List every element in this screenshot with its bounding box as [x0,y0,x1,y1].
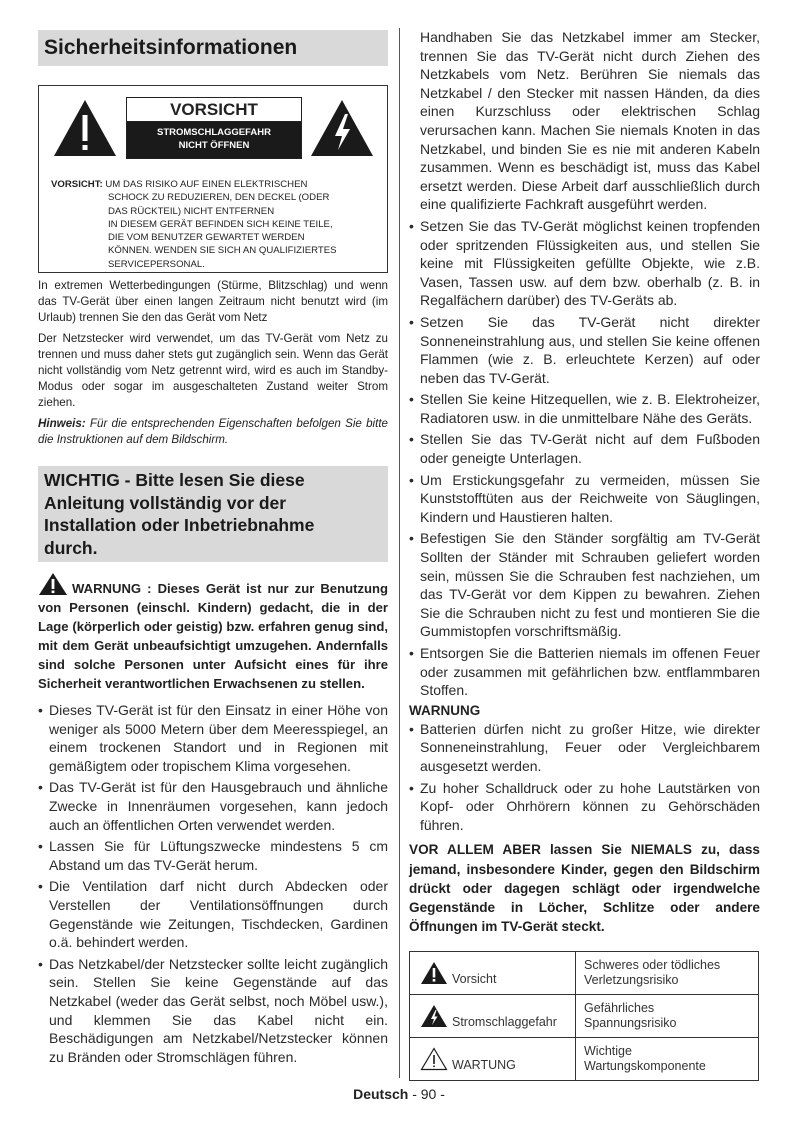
left-column [38,30,388,1069]
list-item: • Setzen Sie das TV-Gerät möglichst keinen tropfenden oder spritzenden Flüssigkeiten aus, und stellen Sie keine mit Flüssigkeiten gefüllte Objekte, wie z.B. Vasen, Tassen usw. auf dem bzw. oberhalb (z. B. in Regalfächern darüber) des TV-Geräts ab. [409,217,760,310]
paragraph-weather: In extremen Wetterbedingungen (Stürme, Blitzschlag) und wenn das TV-Gerät über einen langen Zeitraum nicht benutzt wird (im Urlaub) trennen Sie den das Gerät vom Netz [38,279,388,324]
warning-bullet-list [409,720,760,835]
paragraph-plug: Der Netzstecker wird verwendet, um das TV-Gerät vom Netz zu trennen und muss daher stets gut zugänglich sein. Wenn das Gerät nicht vollständig vom Netz getrennt wird, wird es auch im Standby-Modus oder sogar im ausgeschalteten Zustand weiter Strom ziehen. [38,332,388,409]
right-bullet-list [409,217,760,700]
caution-box [38,85,388,273]
list-item: • Stellen Sie keine Hitzequellen, wie z. B. Elektroheizer, Radiatoren usw. in die unmittelbare Nähe des Geräts. [409,390,760,427]
legend-label: WARTUNG [452,1058,516,1073]
caution-line1: UM DAS RISIKO AUF EINEN ELEKTRISCHEN [105,179,308,190]
legend-symbol-cell [410,995,576,1038]
cable-paragraph: Handhaben Sie das Netzkabel immer am Stecker, trennen Sie das TV-Gerät nicht durch Ziehen des Netzkabels vom Netz. Berühren Sie niemals das Netzkabel / den Stecker mit nassen Händen, da dies einen Kurzschluss oder elektrischen Schlag verursachen kann. Machen Sie niemals Knoten in das Netzkabel, und binden Sie es nie mit anderen Kabeln zusammen. Wenn es beschädigt ist, muss das Kabel ersetzt werden. Diese Arbeit darf ausschließlich durch eine qualifizierte Fachkraft ausgeführt werden. [420,29,760,213]
legend-symbol-cell [410,1038,576,1081]
important-line1: WICHTIG - Bitte lesen Sie diese [44,470,305,490]
legend-label: Vorsicht [452,972,497,987]
page-footer [0,1086,798,1102]
shock-hazard-line2: NICHT ÖFFNEN [178,140,250,151]
legend-description: Schweres oder tödliches Verletzungsrisiko [576,952,759,995]
list-item: • Stellen Sie das TV-Gerät nicht auf dem Fußboden oder geneigte Unterlagen. [409,430,760,467]
page-title: Sicherheitsinformationen [38,30,388,66]
important-line3: Installation oder Inbetriebnahme [44,515,315,535]
list-item: • Das TV-Gerät ist für den Hausgebrauch und ähnliche Zwecke in Innenräumen vorgesehen, kann jedoch auch an öffentlichen Orten verwendet werden. [38,778,388,834]
electric-shock-icon [309,98,375,158]
warning-triangle-icon [38,572,68,596]
warning-subheading: WARNUNG [409,702,481,718]
legend-symbol-cell [410,952,576,995]
important-line2: Anleitung vollständig vor der [44,492,287,513]
shock-hazard-label [127,122,301,158]
maintenance-triangle-icon [420,1047,448,1071]
important-heading [38,466,388,562]
legend-label: Stromschlaggefahr [452,1015,557,1030]
footer-language: Deutsch [353,1086,409,1102]
list-item: • Entsorgen Sie die Batterien niemals im offenen Feuer oder zusammen mit gefährlichen bzw. entflammbaren Stoffen. [409,644,760,700]
list-item: • Befestigen Sie den Ständer sorgfältig am TV-Gerät Sollten der Ständer mit Schrauben geliefert worden sein, müssen Sie die Schrauben fest nachziehen, um das TV-Gerät vor dem Kippen zu bewahren. Ziehen Sie die Schrauben nicht zu fest und montieren Sie die Gummistopfen vorschriftsmäßig. [409,529,760,641]
shock-hazard-line1: STROMSCHLAGGEFAHR [157,127,271,138]
caution-text [51,178,371,271]
hint-text: Für die entsprechenden Eigenschaften befolgen Sie bitte die Instruktionen auf dem Bildschirm. [38,417,388,446]
vorsicht-heading: VORSICHT [127,98,301,122]
hint-label: Hinweis: [38,417,86,430]
important-line4: durch. [44,537,98,558]
legend-description: Gefährliches Spannungsrisiko [576,995,759,1038]
table-row [410,1038,759,1081]
warning-triangle-icon [420,961,448,985]
warning-paragraph-text: WARNUNG : Dieses Gerät ist nur zur Benutzung von Personen (einschl. Kindern) gedacht, die in der Lage (körperlich oder geistig) bzw. erfahren genug sind, mit dem Gerät unbeaufsichtigt umzugehen. Andernfalls sind solche Personen unter Aufsicht eines für ihre Sicherheit verantwortlichen Erwachsenen zu stellen. [38,581,388,691]
legend-description: Wichtige Wartungskomponente [576,1038,759,1081]
list-item: • Batterien dürfen nicht zu großer Hitze, wie direkter Sonneneinstrahlung, Feuer oder Vergleichbarem ausgesetzt werden. [409,720,760,776]
electric-shock-icon [420,1004,448,1028]
list-item: • Die Ventilation darf nicht durch Abdecken oder Verstellen der Ventilationsöffnungen durch Gegenstände wie Zeitungen, Tischdecken, Gardinen o.ä. behindert werden. [38,877,388,951]
caution-rest: SCHOCK ZU REDUZIEREN, DEN DECKEL (ODER DAS RÜCKTEIL) NICHT ENTFERNEN IN DIESEM GERÄT BEFINDEN SICH KEINE TEILE, DIE VOM BENUTZER GEWARTET WERDEN KÖNNEN. WENDEN SIE SICH AN QUALIFIZIERTES SERVICEPERSONAL. [108,192,337,270]
vorsicht-panel [126,97,302,159]
warning-paragraph [38,572,388,693]
final-warning: VOR ALLEM ABER lassen Sie NIEMALS zu, dass jemand, insbesondere Kinder, gegen den Bildschirm drückt oder dagegen schlägt oder irgendwelche Gegenstände in Löcher, Schlitze oder andere Öffnungen im TV-Gerät steckt. [409,842,760,935]
caution-label: VORSICHT: [51,179,103,190]
left-bullet-list [38,701,388,1066]
warning-triangle-icon [52,98,118,158]
hint-paragraph [38,416,388,448]
table-row [410,952,759,995]
list-item: • Um Erstickungsgefahr zu vermeiden, müssen Sie Kunststofftüten aus der Reichweite von Säuglingen, Kindern und Haustieren halten. [409,471,760,527]
list-item: • Das Netzkabel/der Netzstecker sollte leicht zugänglich sein. Stellen Sie keine Gegenstände auf das Netzkabel (weder das Gerät selbst, noch Möbel usw.), und klemmen Sie das Kabel nicht ein. Beschädigungen am Netzkabel/Netzstecker können zu Bränden oder Stromschlägen führen. [38,955,388,1067]
table-row [410,995,759,1038]
list-item: • Dieses TV-Gerät ist für den Einsatz in einer Höhe von weniger als 5000 Metern über dem Meeresspiegel, an einem trockenen Standort und in Regionen mit gemäßigtem oder tropischem Klima vorgesehen. [38,701,388,775]
list-item: • Zu hoher Schalldruck oder zu hohe Lautstärken von Kopf- oder Ohrhörern können zu Gehörschäden führen. [409,779,760,835]
list-item: • Lassen Sie für Lüftungszwecke mindestens 5 cm Abstand um das TV-Gerät herum. [38,837,388,874]
page-number: - 90 - [412,1086,445,1102]
list-item: • Setzen Sie das TV-Gerät nicht direkter Sonneneinstrahlung aus, und stellen Sie keine offenen Flammen (wie z. B. erleuchtete Kerzen) auf oder neben das TV-Gerät. [409,313,760,387]
right-column [409,28,760,1081]
column-divider [399,28,400,1078]
symbol-legend-table [409,951,759,1081]
